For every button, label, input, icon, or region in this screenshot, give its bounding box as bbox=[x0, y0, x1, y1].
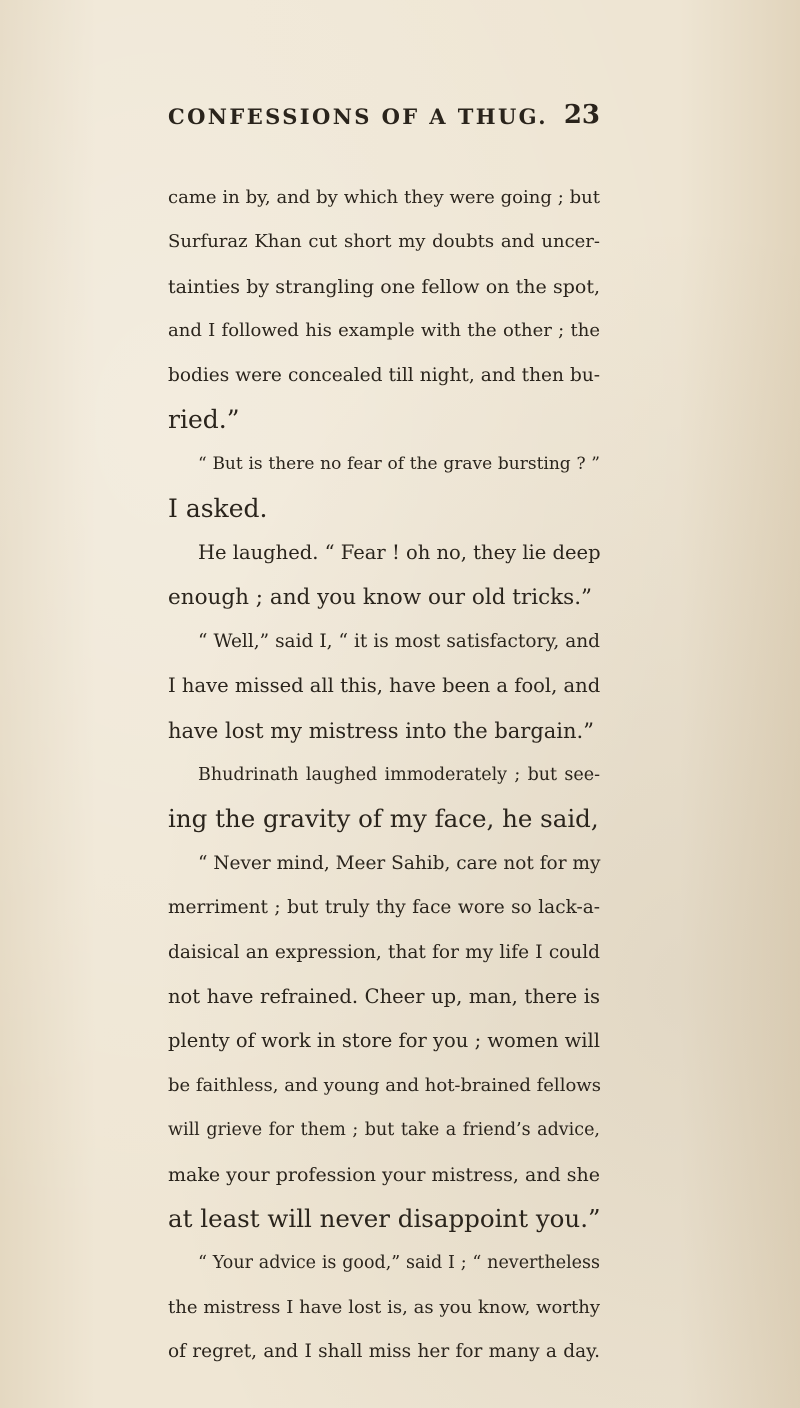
text-line: the mistress I have lost is, as you know, worthy bbox=[168, 1296, 600, 1318]
text-line: tainties by strangling one fellow on the spot, bbox=[168, 275, 600, 298]
text-line: “ But is there no fear of the grave bursting ? ” bbox=[198, 454, 600, 475]
text-line: Bhudrinath laughed immoderately ; but see- bbox=[198, 765, 600, 786]
text-line: I have missed all this, have been a fool, and bbox=[168, 674, 601, 698]
text-line: make your profession your mistress, and she bbox=[168, 1163, 600, 1186]
text-line: will grieve for them ; but take a friend’s advice, bbox=[168, 1120, 600, 1141]
body-text bbox=[168, 176, 600, 1375]
text-line: He laughed. “ Fear ! oh no, they lie deep bbox=[198, 541, 601, 565]
running-title: CONFESSIONS OF A THUG. bbox=[168, 104, 548, 129]
page-number: 23 bbox=[563, 100, 600, 130]
text-line: at least will never disappoint you.” bbox=[168, 1203, 601, 1233]
text-line: and I followed his example with the other ; the bbox=[168, 320, 600, 342]
text-line: Surfuraz Khan cut short my doubts and uncer- bbox=[168, 231, 600, 253]
text-line: ing the gravity of my face, he said, bbox=[168, 804, 599, 834]
text-line: be faithless, and young and hot-brained fellows bbox=[168, 1074, 601, 1096]
text-line: “ Your advice is good,” said I ; “ nevertheless bbox=[198, 1253, 600, 1274]
text-line: I asked. bbox=[168, 493, 268, 523]
text-line: came in by, and by which they were going ; but bbox=[168, 187, 600, 208]
text-line: ried.” bbox=[168, 404, 240, 434]
text-line: enough ; and you know our old tricks.” bbox=[168, 584, 593, 610]
text-line: daisical an expression, that for my life I could bbox=[168, 941, 600, 963]
text-line: merriment ; but truly thy face wore so lack-a- bbox=[168, 897, 600, 919]
text-line: not have refrained. Cheer up, man, there is bbox=[168, 985, 600, 1009]
text-line: “ Never mind, Meer Sahib, care not for my bbox=[198, 852, 601, 874]
text-line: of regret, and I shall miss her for many a day. bbox=[168, 1341, 600, 1363]
page-header bbox=[168, 100, 600, 140]
text-line: bodies were concealed till night, and then bu- bbox=[168, 364, 600, 386]
text-line: have lost my mistress into the bargain.” bbox=[168, 718, 594, 743]
text-line: “ Well,” said I, “ it is most satisfactory, and bbox=[198, 630, 600, 652]
text-line: plenty of work in store for you ; women will bbox=[168, 1029, 600, 1053]
